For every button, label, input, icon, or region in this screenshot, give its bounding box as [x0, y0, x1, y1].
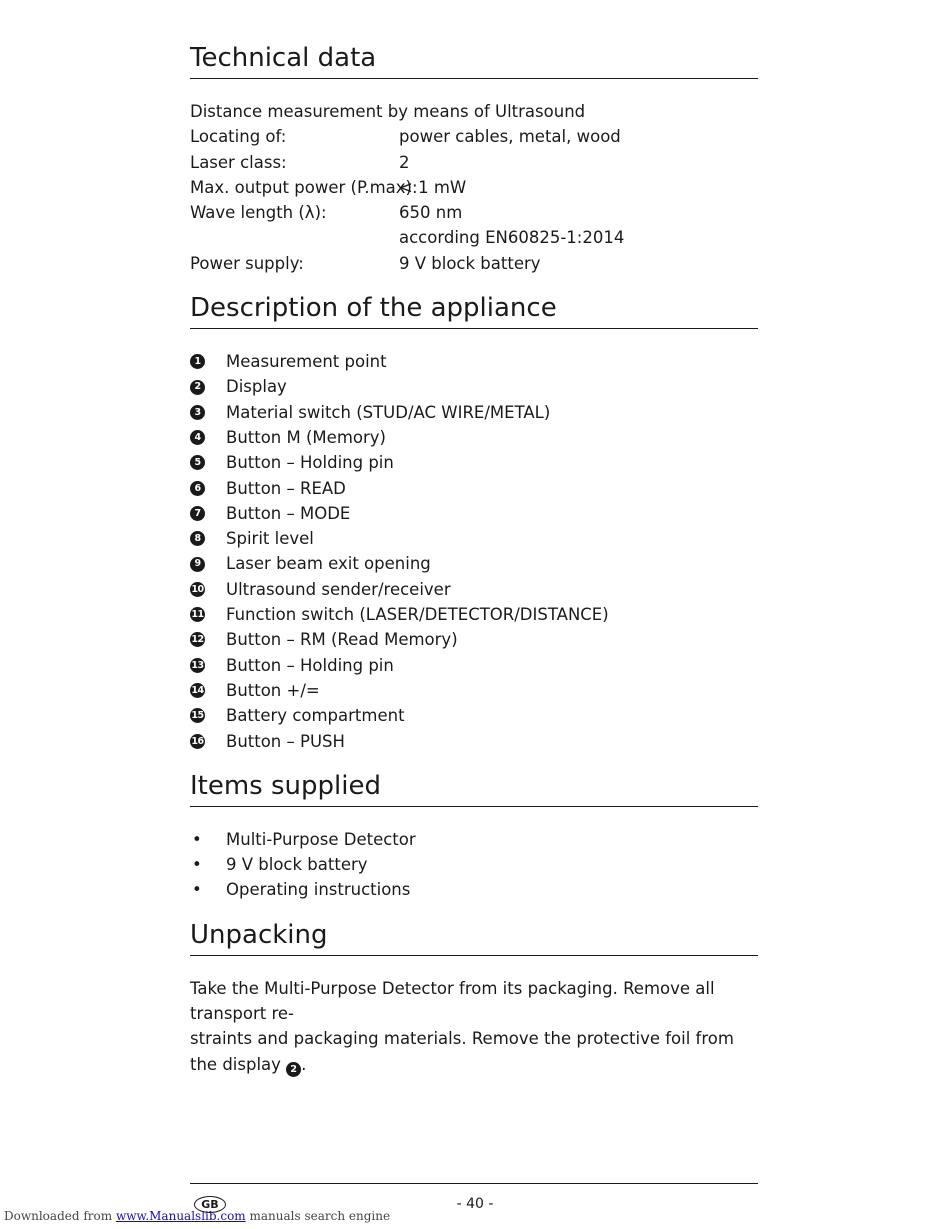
number-circle-icon: 12	[190, 632, 205, 647]
list-item	[190, 852, 758, 877]
item-text: Button – Holding pin	[226, 655, 394, 675]
download-prefix: Downloaded from	[4, 1209, 116, 1223]
number-circle-icon: 4	[190, 430, 205, 445]
number-circle-icon: 1	[190, 354, 205, 369]
list-item	[190, 703, 758, 728]
technical-row	[190, 225, 758, 250]
technical-label: Max. output power (P.max):	[190, 177, 418, 197]
technical-value: according EN60825-1:2014	[399, 228, 625, 248]
items-supplied-section	[190, 768, 758, 903]
footer-divider	[190, 1183, 758, 1184]
list-item	[190, 602, 758, 627]
item-text: Laser beam exit opening	[226, 554, 431, 574]
technical-value: 650 nm	[399, 203, 463, 223]
list-item	[190, 627, 758, 652]
number-circle-icon: 7	[190, 506, 205, 521]
download-suffix: manuals search engine	[245, 1209, 391, 1223]
list-item	[190, 450, 758, 475]
number-circle-icon: 16	[190, 734, 205, 749]
item-text: Spirit level	[226, 529, 314, 549]
technical-row	[190, 175, 758, 200]
technical-label: Laser class:	[190, 152, 287, 172]
number-circle-icon: 11	[190, 607, 205, 622]
technical-intro-row	[190, 99, 758, 124]
item-text: Button M (Memory)	[226, 427, 386, 447]
country-badge: GB	[194, 1196, 226, 1213]
items-supplied-heading: Items supplied	[190, 768, 758, 807]
list-item	[190, 653, 758, 678]
number-circle-icon: 9	[190, 557, 205, 572]
list-item	[190, 526, 758, 551]
technical-data-section	[190, 40, 758, 276]
technical-row	[190, 200, 758, 225]
paragraph-text: straints and packaging materials. Remove the protective foil from the display	[190, 1029, 734, 1074]
technical-data-list	[190, 99, 758, 276]
technical-value: 9 V block battery	[399, 253, 541, 273]
item-text: Material switch (STUD/AC WIRE/METAL)	[226, 402, 551, 422]
page-number: - 40 -	[456, 1196, 494, 1212]
item-text: 9 V block battery	[226, 855, 368, 875]
list-item	[190, 349, 758, 374]
list-item	[190, 551, 758, 576]
list-item	[190, 374, 758, 399]
number-circle-icon: 6	[190, 481, 205, 496]
list-item	[190, 729, 758, 754]
item-text: Button +/=	[226, 680, 320, 700]
technical-value: < 1 mW	[399, 177, 467, 197]
unpacking-section	[190, 917, 758, 1077]
items-supplied-list	[190, 827, 758, 903]
bullet-icon: •	[192, 855, 202, 875]
number-circle-icon: 15	[190, 708, 205, 723]
number-circle-icon: 13	[190, 658, 205, 673]
technical-row	[190, 124, 758, 149]
technical-row	[190, 251, 758, 276]
number-circle-icon: 2	[190, 380, 205, 395]
technical-label: Power supply:	[190, 253, 304, 273]
number-circle-icon: 3	[190, 405, 205, 420]
list-item	[190, 877, 758, 902]
unpacking-heading: Unpacking	[190, 917, 758, 956]
number-circle-icon: 2	[286, 1062, 301, 1077]
paragraph-line	[190, 1026, 758, 1077]
number-circle-icon: 14	[190, 683, 205, 698]
list-item	[190, 476, 758, 501]
technical-value: power cables, metal, wood	[399, 127, 621, 147]
list-item	[190, 400, 758, 425]
technical-data-heading: Technical data	[190, 40, 758, 79]
page-content	[190, 40, 758, 1091]
unpacking-paragraph	[190, 976, 758, 1077]
item-text: Button – Holding pin	[226, 453, 394, 473]
item-text: Multi-Purpose Detector	[226, 829, 416, 849]
technical-label: Locating of:	[190, 127, 287, 147]
description-section	[190, 290, 758, 754]
bullet-icon: •	[192, 880, 202, 900]
number-circle-icon: 5	[190, 455, 205, 470]
item-text: Function switch (LASER/DETECTOR/DISTANCE)	[226, 605, 609, 625]
item-text: Measurement point	[226, 352, 387, 372]
number-circle-icon: 10	[190, 582, 205, 597]
technical-label: Wave length (λ):	[190, 203, 327, 223]
item-text: Battery compartment	[226, 706, 405, 726]
list-item	[190, 577, 758, 602]
technical-intro: Distance measurement by means of Ultrasound	[190, 102, 586, 121]
technical-row	[190, 150, 758, 175]
item-text: Button – PUSH	[226, 731, 345, 751]
technical-label	[190, 225, 399, 250]
list-item	[190, 425, 758, 450]
item-text: Ultrasound sender/receiver	[226, 579, 451, 599]
paragraph-line: Take the Multi-Purpose Detector from its packaging. Remove all transport re-	[190, 978, 715, 1024]
description-heading: Description of the appliance	[190, 290, 758, 329]
item-text: Button – RM (Read Memory)	[226, 630, 458, 650]
technical-value: 2	[399, 152, 410, 172]
list-item	[190, 501, 758, 526]
number-circle-icon: 8	[190, 531, 205, 546]
download-note	[4, 1209, 390, 1223]
description-list	[190, 349, 758, 754]
paragraph-end: .	[301, 1054, 307, 1074]
bullet-icon: •	[192, 829, 202, 849]
list-item	[190, 678, 758, 703]
item-text: Operating instructions	[226, 880, 411, 900]
item-text: Button – MODE	[226, 503, 351, 523]
item-text: Button – READ	[226, 478, 346, 498]
manualslib-link[interactable]: www.Manualslib.com	[115, 1209, 246, 1223]
item-text: Display	[226, 377, 287, 397]
list-item	[190, 827, 758, 852]
